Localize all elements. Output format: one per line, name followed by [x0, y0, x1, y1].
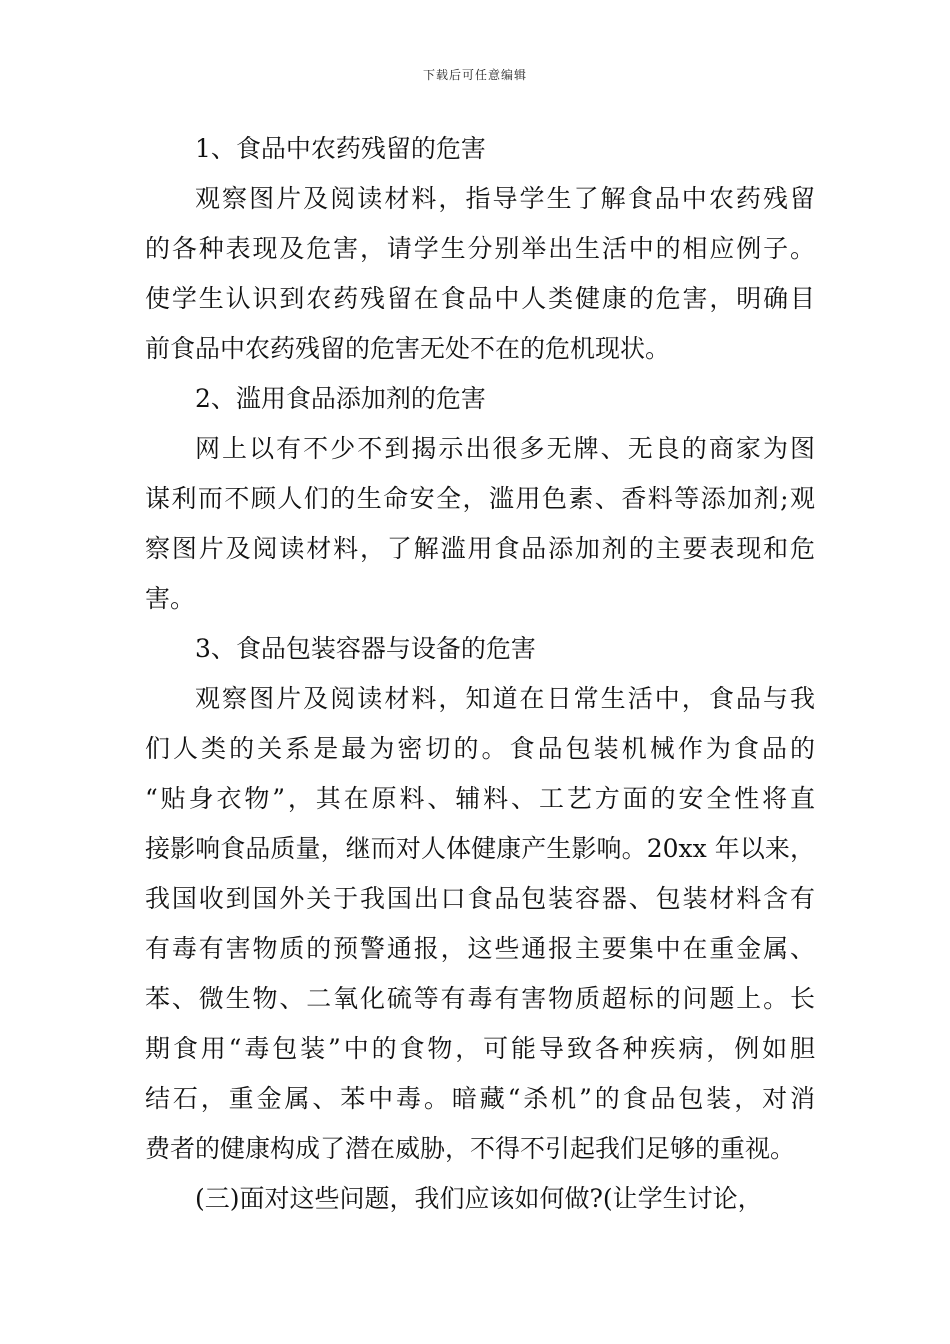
paragraph-line: (三)面对这些问题，我们应该如何做?(让学生讨论， — [195, 1184, 763, 1213]
section-2-paragraph — [145, 424, 815, 624]
section-1-heading: 1、食品中农药残留的危害 — [195, 134, 486, 163]
page-header-note: 下载后可任意编辑 — [422, 68, 527, 82]
paragraph-line: 前食品中农药残留的危害无处不在的危机现状。 — [145, 334, 671, 363]
paragraph-line: 期食用“毒包装”中的食物，可能导致各种疾病，例如胆 — [145, 1034, 815, 1063]
paragraph-line: 接影响食品质量，继而对人体健康产生影响。20xx 年以来， — [145, 834, 815, 863]
section-1-paragraph — [145, 174, 815, 374]
paragraph-line: 结石，重金属、苯中毒。暗藏“杀机”的食品包装，对消 — [145, 1084, 815, 1113]
section-2-heading: 2、滥用食品添加剂的危害 — [195, 384, 486, 413]
paragraph-line: 费者的健康构成了潜在威胁，不得不引起我们足够的重视。 — [145, 1134, 796, 1163]
paragraph-line: 观察图片及阅读材料，指导学生了解食品中农药残留 — [195, 184, 815, 213]
paragraph-line: 网上以有不少不到揭示出很多无牌、无良的商家为图 — [195, 434, 815, 463]
section-3-paragraph — [145, 674, 815, 1174]
paragraph-line: 谋利而不顾人们的生命安全，滥用色素、香料等添加剂;观 — [145, 484, 815, 513]
paragraph-line: 苯、微生物、二氧化硫等有毒有害物质超标的问题上。长 — [145, 984, 815, 1013]
paragraph-line: 察图片及阅读材料，了解滥用食品添加剂的主要表现和危 — [145, 534, 815, 563]
paragraph-line: 的各种表现及危害，请学生分别举出生活中的相应例子。 — [145, 234, 815, 263]
section-4-paragraph — [145, 1174, 815, 1224]
paragraph-line: 我国收到国外关于我国出口食品包装容器、包装材料含有 — [145, 884, 815, 913]
section-3-heading: 3、食品包装容器与设备的危害 — [195, 634, 536, 663]
paragraph-line: 们人类的关系是最为密切的。食品包装机械作为食品的 — [145, 734, 815, 763]
paragraph-line: 有毒有害物质的预警通报，这些通报主要集中在重金属、 — [145, 934, 815, 963]
paragraph-line: “贴身衣物”，其在原料、辅料、工艺方面的安全性将直 — [145, 784, 815, 813]
paragraph-line: 害。 — [145, 584, 196, 613]
paragraph-line: 使学生认识到农药残留在食品中人类健康的危害，明确目 — [145, 284, 815, 313]
document-body — [145, 124, 815, 1224]
paragraph-line: 观察图片及阅读材料，知道在日常生活中，食品与我 — [195, 684, 815, 713]
